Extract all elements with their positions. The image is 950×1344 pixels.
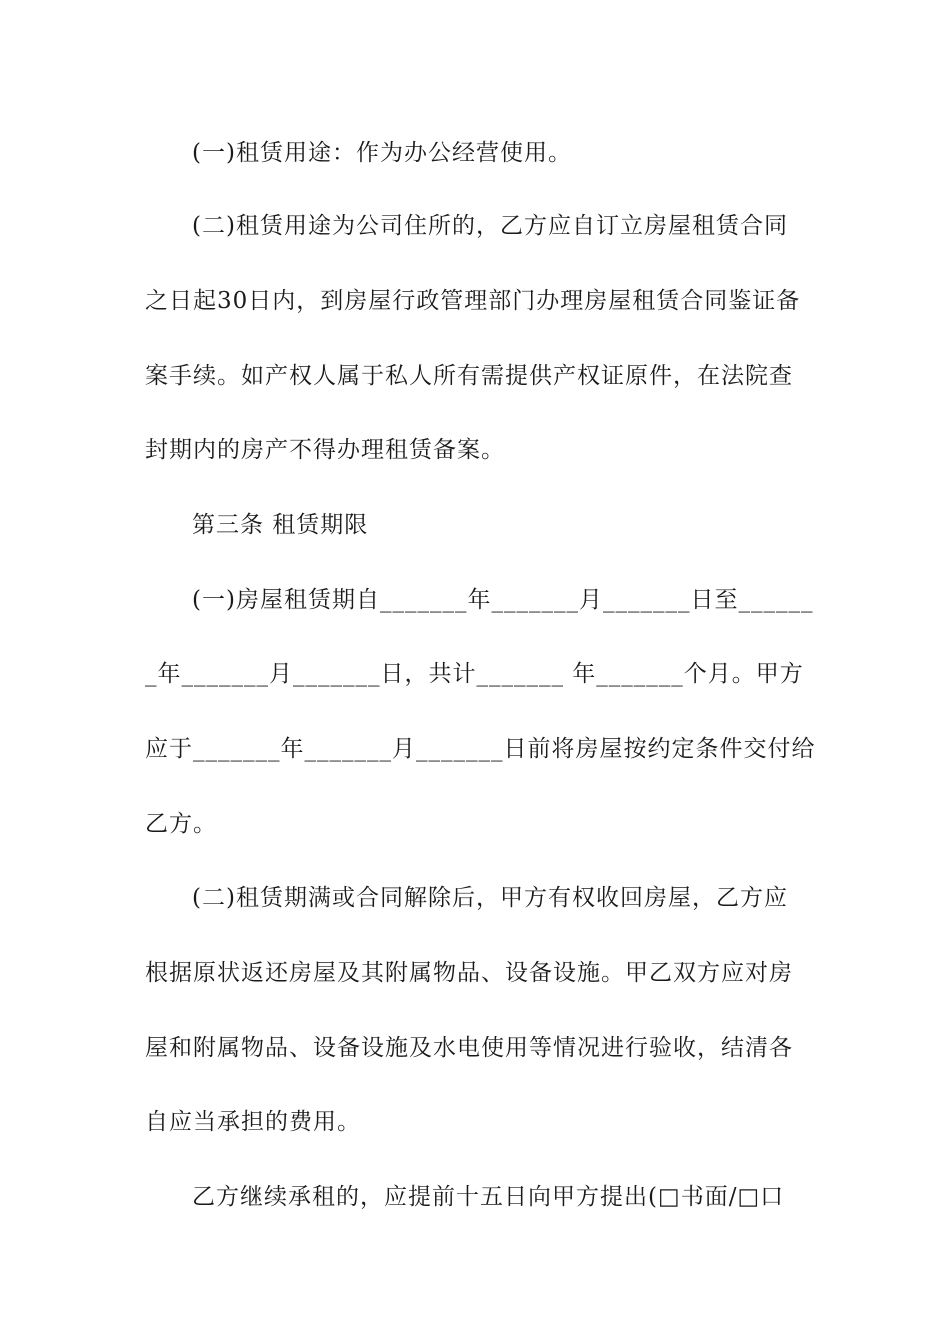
term-clause-1-line-4: 乙方。	[145, 811, 217, 837]
clause-purpose-2-line-3: 案手续。如产权人属于私人所有需提供产权证原件，在法院查	[145, 363, 793, 389]
article-three-heading: 第三条 租赁期限	[192, 512, 369, 538]
term-clause-1-line-2: _年_______月_______日，共计_______ 年_______个月。甲方	[145, 661, 804, 687]
clause-purpose-2-line-1: (二)租赁用途为公司住所的，乙方应自订立房屋租赁合同	[192, 213, 788, 239]
term-clause-2-line-4: 自应当承担的费用。	[145, 1109, 361, 1135]
clause-purpose-2-line-4: 封期内的房产不得办理租赁备案。	[145, 437, 505, 463]
term-clause-1-line-1: (一)房屋租赁期自_______年_______月_______日至______	[192, 587, 814, 613]
term-clause-2-line-3: 屋和附属物品、设备设施及水电使用等情况进行验收，结清各	[145, 1035, 793, 1061]
term-clause-2-line-1: (二)租赁期满或合同解除后，甲方有权收回房屋，乙方应	[192, 885, 788, 911]
clause-purpose-2-line-2: 之日起30日内，到房屋行政管理部门办理房屋租赁合同鉴证备	[145, 288, 801, 314]
term-clause-2-line-2: 根据原状返还房屋及其附属物品、设备设施。甲乙双方应对房	[145, 960, 793, 986]
clause-purpose-1: (一)租赁用途：作为办公经营使用。	[192, 140, 572, 166]
renewal-clause-line-1: 乙方继续承租的，应提前十五日向甲方提出(□书面/□口	[192, 1184, 785, 1210]
term-clause-1-line-3: 应于_______年_______月_______日前将房屋按约定条件交付给	[145, 736, 816, 762]
